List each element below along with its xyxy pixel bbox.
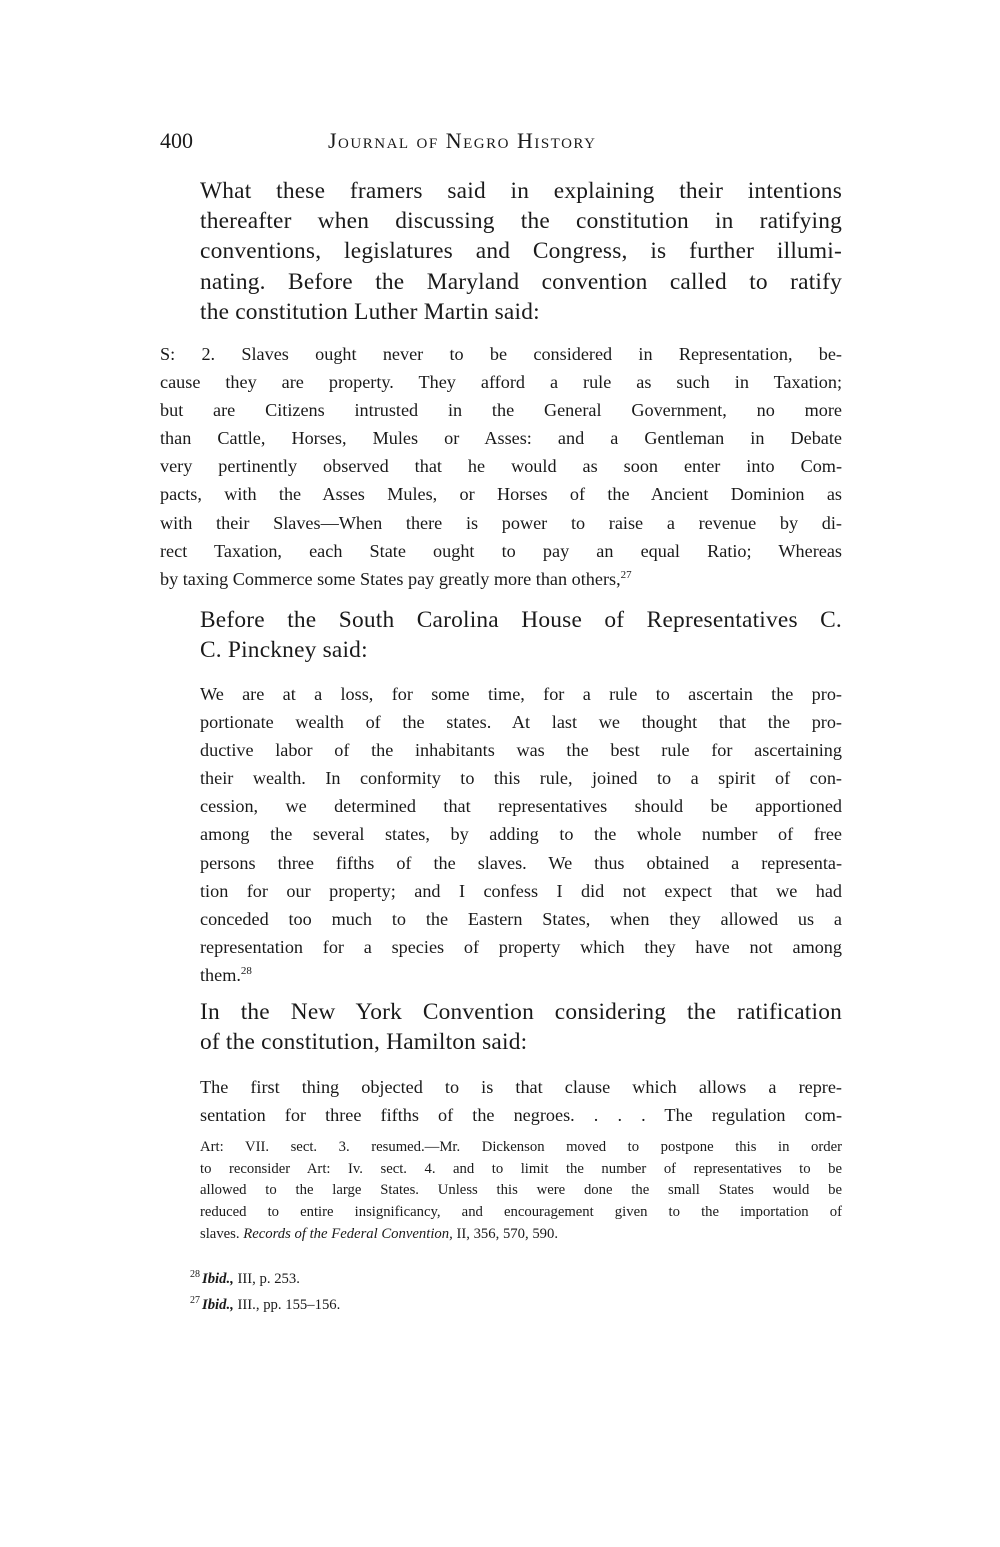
text-line: conventions, legislatures and Congress, is further illumi-: [200, 238, 842, 265]
quote-line: representation for a species of property which they have not among: [200, 936, 842, 957]
footnote: [190, 1290, 690, 1316]
text-line: In the New York Convention considering the ratification: [200, 999, 842, 1025]
text-line: Before the South Carolina House of Representatives C.: [200, 607, 842, 633]
quote-line: [160, 961, 842, 989]
quote-line: but are Citizens intrusted in the General Government, no more: [160, 400, 842, 421]
quote-line: [160, 565, 842, 593]
citation-title: Records of the Federal Convention,: [243, 1225, 453, 1242]
quote-line: their wealth. In conformity to this rule, joined to a spirit of con-: [200, 768, 842, 789]
quote-line-text: by taxing Commerce some States pay greatly more than others,: [160, 568, 621, 589]
text-line: the constitution Luther Martin said:: [200, 298, 540, 325]
note-line: reduced to entire insignificancy, and encouragement given to the importation of: [200, 1204, 842, 1221]
quote-line: pacts, with the Asses Mules, or Horses of the Ancient Dominion as: [160, 484, 842, 505]
quote-line: tion for our property; and I confess I did not expect that we had: [200, 880, 842, 901]
note-line-text: slaves.: [200, 1225, 244, 1242]
quote-line: with their Slaves—When there is power to raise a revenue by di-: [160, 512, 842, 533]
quote-line: cession, we determined that representatives should be apportioned: [200, 796, 842, 817]
quote-line: We are at a loss, for some time, for a rule to ascertain the pro-: [200, 684, 842, 704]
paragraph-hamilton-intro: [160, 997, 842, 1057]
paragraph-pinckney-intro: [160, 605, 842, 665]
text-line: nating. Before the Maryland convention called to ratify: [200, 268, 842, 295]
footnote-ref: 27: [620, 568, 632, 581]
note-line: allowed to the large States. Unless this were done the small States would be: [200, 1182, 842, 1199]
page-number: 400: [160, 128, 193, 153]
quote-line: portionate wealth of the states. At last we thought that the pro-: [200, 712, 842, 733]
quote-line: S: 2. Slaves ought never to be considered in Representation, be-: [160, 344, 842, 364]
quote-line: persons three fifths of the slaves. We thus obtained a representa-: [200, 852, 842, 873]
footnote-detail: III., pp. 155–156.: [233, 1296, 341, 1313]
block-quote-luther-martin: [160, 340, 842, 593]
footnote-source: Ibid.,: [202, 1296, 234, 1313]
note-line: Art: VII. sect. 3. resumed.—Mr. Dickenson moved to postpone this in order: [200, 1139, 842, 1155]
quote-line: The first thing objected to is that clause which allows a repre-: [200, 1077, 842, 1097]
quote-line: very pertinently observed that he would as soon enter into Com-: [160, 456, 842, 477]
block-quote-hamilton: [160, 1073, 842, 1129]
paragraph-intro: [160, 176, 842, 327]
footnote-source: Ibid.,: [202, 1270, 234, 1287]
footnote-detail: III, p. 253.: [233, 1270, 300, 1287]
note-line: [160, 1224, 842, 1246]
footnote: [190, 1264, 690, 1290]
note-line: to reconsider Art: Iv. sect. 4. and to limit the number of representatives to be: [200, 1160, 842, 1177]
text-line: of the constitution, Hamilton said:: [200, 1029, 528, 1056]
quote-line: cause they are property. They afford a rule as such in Taxation;: [160, 372, 842, 393]
text-line: C. Pinckney said:: [200, 637, 368, 664]
footnote-list: [190, 1264, 690, 1316]
journal-title: Journal of Negro History: [328, 128, 597, 153]
footnote-continuation: [160, 1137, 842, 1246]
quote-line-text: them.: [200, 964, 241, 985]
block-quote-pinckney: [160, 680, 842, 989]
quote-line: ductive labor of the inhabitants was the best rule for ascertaining: [200, 740, 842, 761]
citation-detail: II, 356, 570, 590.: [452, 1225, 559, 1242]
quote-line: sentation for three fifths of the negroes. . . . The regulation com-: [200, 1105, 842, 1126]
footnote-mark: 27: [190, 1294, 200, 1306]
quote-line: than Cattle, Horses, Mules or Asses: and a Gentleman in Debate: [160, 428, 842, 449]
running-head: [160, 124, 842, 158]
quote-line: among the several states, by adding to the whole number of free: [200, 824, 842, 845]
text-line: thereafter when discussing the constitution in ratifying: [200, 208, 842, 235]
footnote-ref: 28: [240, 964, 252, 977]
footnote-mark: 28: [190, 1269, 200, 1280]
text-line: What these framers said in explaining their intentions: [200, 178, 842, 204]
quote-line: conceded too much to the Eastern States, when they allowed us a: [200, 908, 842, 929]
quote-line: rect Taxation, each State ought to pay an equal Ratio; Whereas: [160, 540, 842, 561]
